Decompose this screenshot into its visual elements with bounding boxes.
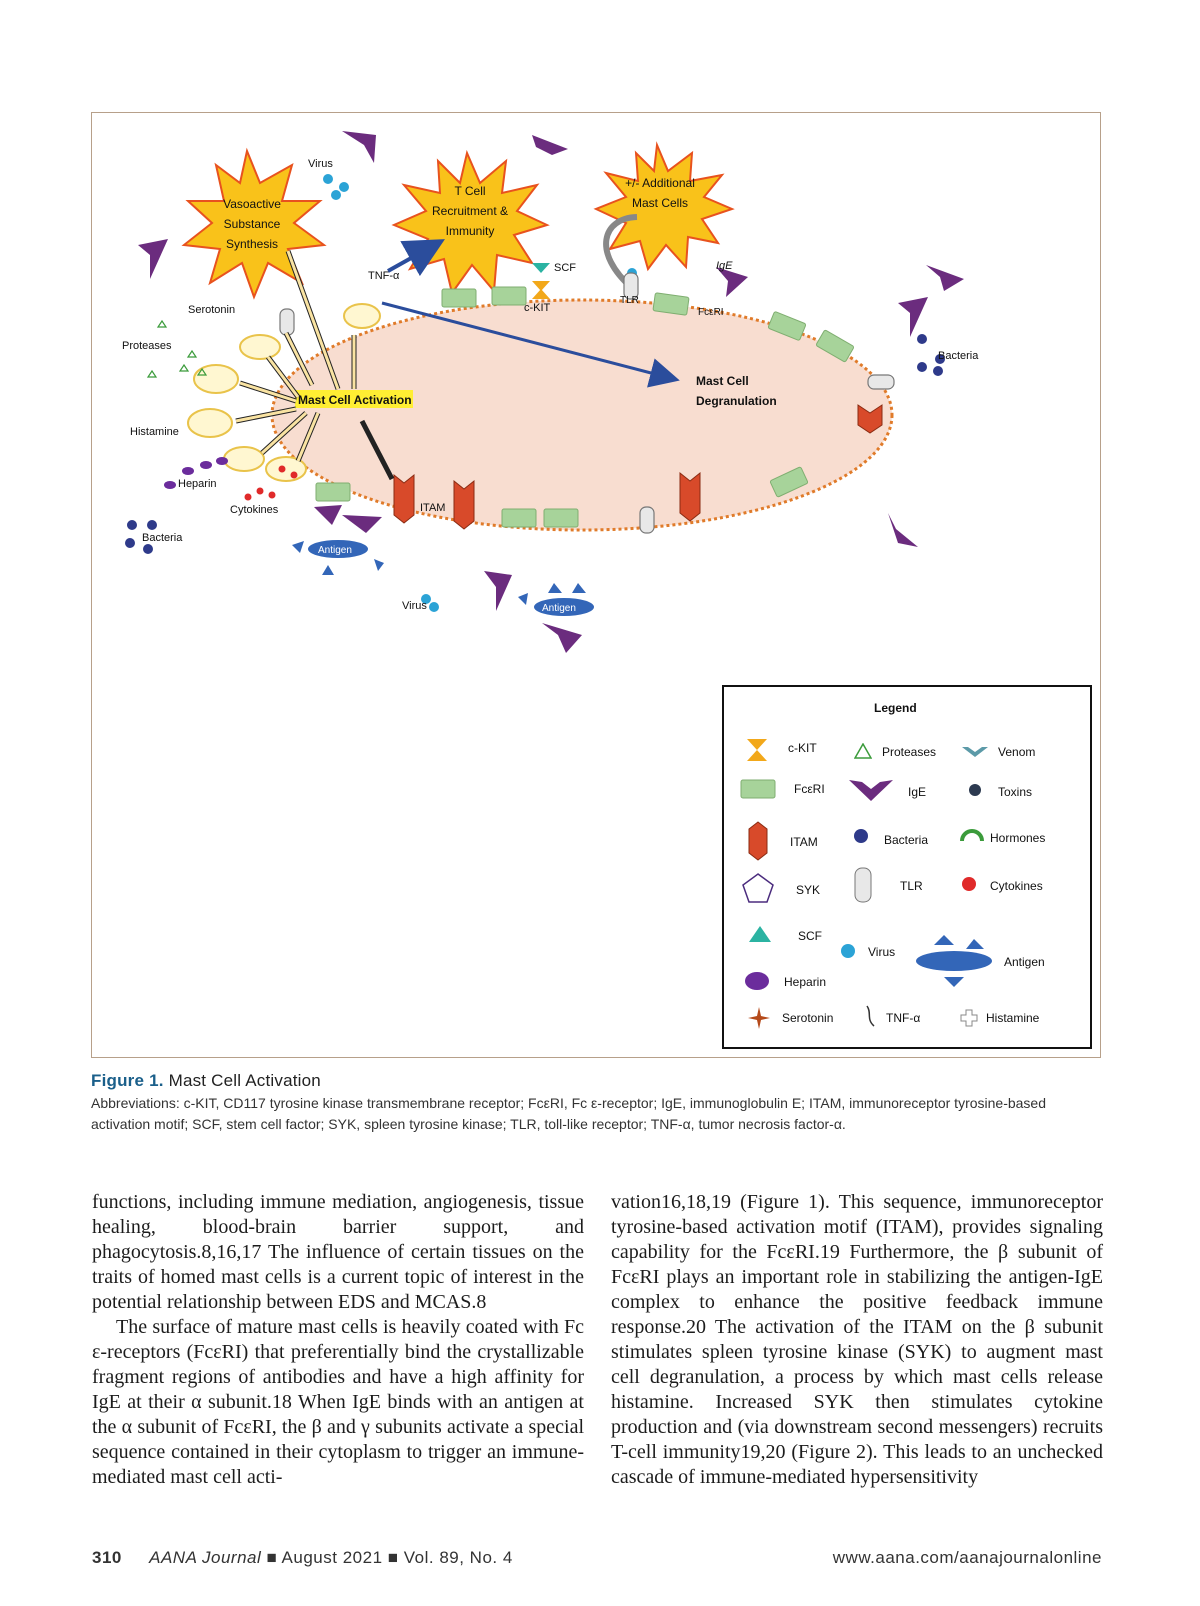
legend-proteases-label: Proteases	[882, 745, 937, 759]
journal-website: www.aana.com/aanajournalonline	[832, 1548, 1102, 1567]
legend-ige-label: IgE	[908, 785, 927, 799]
caption-abbreviations: Abbreviations: c-KIT, CD117 tyrosine kinase transmembrane receptor; FcεRI, Fc ε-receptor; IgE, immunoglobulin E; ITAM, immunoreceptor tyrosine-based activation motif; SCF, stem cell factor; SYK, spleen tyrosine kinase; TLR, toll-like receptor; TNF-α, tumor necrosis factor-α.	[91, 1095, 1047, 1132]
virus-bottom-label: Virus	[402, 600, 427, 612]
journal-issue: ■ August 2021 ■ Vol. 89, No. 4	[266, 1548, 513, 1567]
legend-tnf-label: TNF-α	[886, 1011, 921, 1025]
fceri-label: FcεRI	[698, 307, 724, 318]
legend-serotonin-label: Serotonin	[782, 1011, 834, 1025]
legend-fceri-label: FcεRI	[794, 782, 825, 796]
body-paragraph: functions, including immune mediation, angiogenesis, tissue healing, blood-brain barrier support, and phagocytosis.8,16,17 The influence of certain tissues on the traits of homed mast cells is a current topic of interest in the potential relationship between EDS and MCAS.8	[92, 1191, 584, 1313]
tcell-label-1: T Cell	[454, 184, 486, 198]
legend-ckit-label: c-KIT	[788, 741, 817, 755]
legend-itam-label: ITAM	[790, 835, 818, 849]
body-paragraph: vation16,18,19 (Figure 1). This sequence, immunoreceptor tyrosine-based activation motif (ITAM), provides signaling capability for the FcεRI.19 Furthermore, the β subunit of FcεRI plays an important role in stabilizing the antigen-IgE complex to enhance the positive feedback immune response.20 The activation of the ITAM on the β subunit stimulates spleen tyrosine kinase (SYK) to augment mast cell degranulation, a process by which mast cells release histamine. Increased SYK then stimulates cytokine production and (via downstream second messengers) recruits T-cell immunity19,20 (Figure 2). This leads to an unchecked cascade of immune-mediated hypersensitivity	[611, 1191, 1103, 1488]
tnf-label: TNF-α	[368, 270, 400, 282]
proteases-label: Proteases	[122, 340, 172, 352]
legend-hormones-label: Hormones	[990, 831, 1046, 845]
vasoactive-label-1: Vasoactive	[223, 197, 281, 211]
vasoactive-label-2: Substance	[223, 217, 281, 231]
itam-label: ITAM	[420, 502, 446, 514]
ckit-label: c-KIT	[524, 302, 551, 314]
journal-name: AANA Journal	[149, 1548, 262, 1567]
antigen-left	[292, 540, 384, 575]
bacteria-left-label: Bacteria	[142, 532, 183, 544]
body-column-right	[611, 1190, 1103, 1490]
legend-venom-label: Venom	[998, 745, 1036, 759]
tcell-label-3: Immunity	[445, 224, 495, 238]
legend-scf-label: SCF	[798, 929, 822, 943]
virus-top-label: Virus	[308, 158, 333, 170]
legend-histamine-label: Histamine	[986, 1011, 1040, 1025]
body-column-left	[92, 1190, 584, 1490]
legend-toxins-label: Toxins	[998, 785, 1033, 799]
legend	[722, 685, 1092, 1049]
vasoactive-starburst	[184, 151, 324, 297]
degranulation-label-2: Degranulation	[696, 394, 777, 408]
tlr-label: TLR	[620, 295, 639, 306]
figure-caption	[91, 1071, 1101, 1135]
vasoactive-label-3: Synthesis	[225, 237, 279, 251]
ckit-scf	[532, 263, 550, 299]
additional-mast-starburst	[596, 145, 732, 269]
tcell-label-2: Recruitment &	[431, 204, 509, 218]
legend-antigen-label: Antigen	[1004, 955, 1045, 969]
additional-label-2: Mast Cells	[631, 196, 689, 210]
antigen-right	[518, 583, 594, 616]
legend-heparin-label: Heparin	[784, 975, 827, 989]
heparin-label: Heparin	[178, 478, 217, 490]
page-footer	[92, 1548, 1102, 1568]
tcell-starburst	[394, 153, 547, 293]
figure-number: Figure 1.	[91, 1071, 164, 1090]
additional-label-1: +/- Additional	[625, 176, 695, 190]
legend-syk-label: SYK	[796, 883, 821, 897]
figure-title: Mast Cell Activation	[168, 1071, 321, 1090]
ige-label: IgE	[716, 260, 733, 272]
page-number: 310	[92, 1548, 122, 1567]
mast-activation-label: Mast Cell Activation	[298, 393, 412, 407]
body-paragraph: The surface of mature mast cells is heavily coated with Fc ε-receptors (FcεRI) that preferentially bind the crystallizable fragment regions of antibodies and have a high affinity for IgE at their α subunit.18 When IgE binds with an antigen at the α subunit of FcεRI, the β and γ subunits activate a special sequence contained in their cytoplasm to trigger an immune-mediated mast cell acti-	[92, 1316, 584, 1488]
serotonin-label: Serotonin	[188, 304, 236, 316]
antigen-label-left: Antigen	[318, 545, 352, 556]
legend-virus-label: Virus	[868, 945, 896, 959]
cytokines-label: Cytokines	[230, 504, 279, 516]
antigen-label-right: Antigen	[542, 603, 576, 614]
legend-title: Legend	[874, 701, 917, 715]
legend-tlr-label: TLR	[900, 879, 923, 893]
legend-cytokines-label: Cytokines	[990, 879, 1043, 893]
legend-bacteria-label: Bacteria	[884, 833, 929, 847]
histamine-label: Histamine	[130, 426, 179, 438]
caption-title-line	[91, 1071, 1101, 1091]
bacteria-right-label: Bacteria	[938, 350, 979, 362]
figure-1	[91, 112, 1101, 1058]
degranulation-label-1: Mast Cell	[696, 374, 749, 388]
scf-label: SCF	[554, 262, 576, 274]
